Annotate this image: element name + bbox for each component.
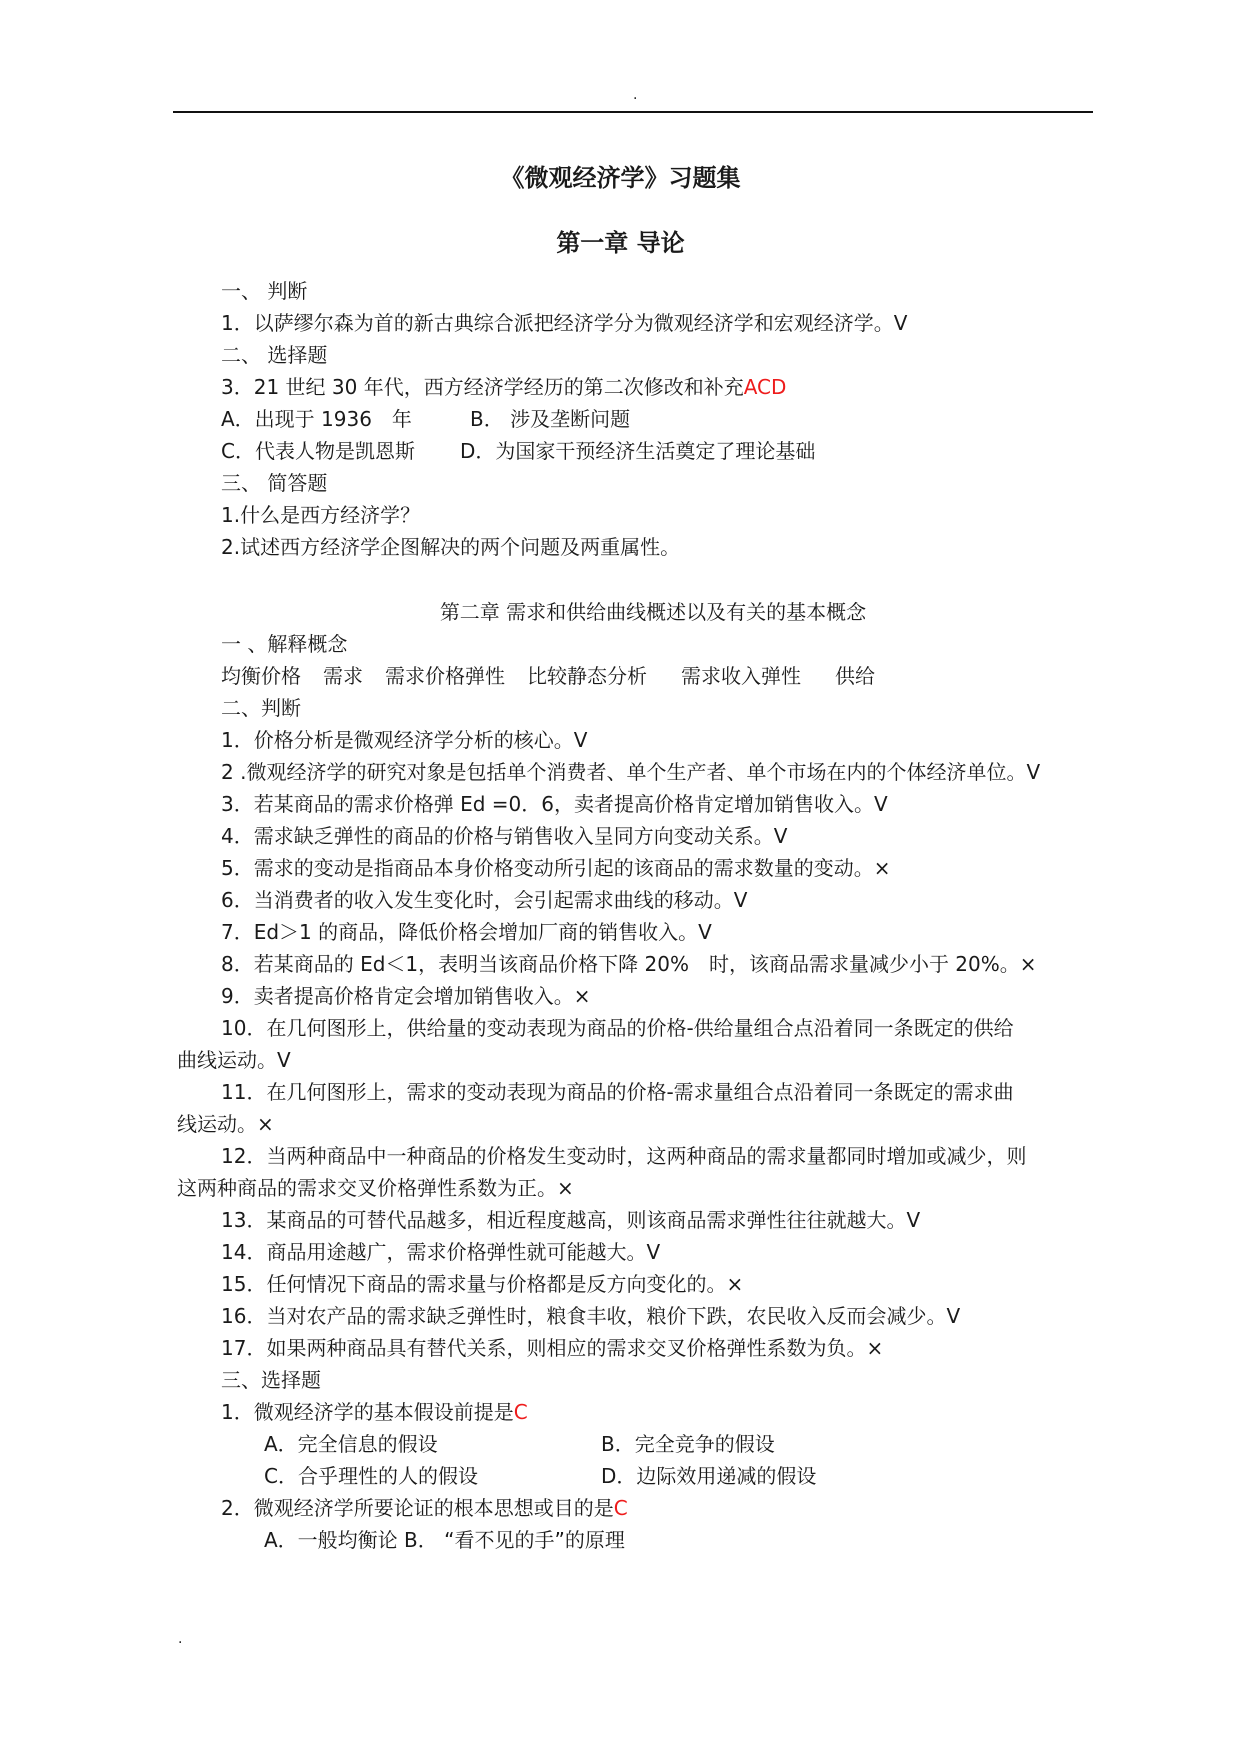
question-text: 1．微观经济学的基本假设前提是 — [221, 1400, 514, 1424]
ch2-judgment-11-line1: 11．在几何图形上，需求的变动表现为商品的价格-需求量组合点沿着同一条既定的需求曲 — [221, 1080, 1014, 1104]
concept-term: 需求价格弹性 — [385, 664, 505, 688]
ch2-judgment-12-line2: 这两种商品的需求交叉价格弹性系数为正。× — [177, 1176, 574, 1200]
ch1-question-1 — [221, 311, 907, 335]
concept-term: 比较静态分析 — [527, 664, 647, 688]
ch1-q3-option-d: D．为国家干预经济生活奠定了理论基础 — [460, 439, 816, 463]
ch2-section-choice: 三、选择题 — [221, 1368, 321, 1392]
chapter2-title: 第二章 需求和供给曲线概述以及有关的基本概念 — [439, 600, 867, 624]
footer-dot: . — [178, 1631, 183, 1647]
header-rule — [173, 111, 1093, 113]
answer-key: C — [513, 1400, 528, 1424]
concept-term: 供给 — [835, 664, 875, 688]
ch1-short-answer-1: 1.什么是西方经济学？ — [221, 503, 421, 527]
answer-mark: V — [893, 311, 908, 335]
ch1-section-choice: 二、 选择题 — [221, 343, 328, 367]
ch2-section-judge: 二、判断 — [221, 696, 301, 720]
ch2-judgment-10-line2: 曲线运动。V — [177, 1048, 291, 1072]
ch2-c1-option-a: A．完全信息的假设 — [264, 1432, 438, 1456]
ch2-judgment: 15．任何情况下商品的需求量与价格都是反方向变化的。× — [221, 1272, 744, 1296]
ch2-section-concepts: 一 、解释概念 — [221, 632, 348, 656]
ch1-q3-option-b: B． 涉及垄断问题 — [470, 407, 631, 431]
ch2-choice-2 — [221, 1496, 628, 1520]
ch2-c2-options-ab: A．一般均衡论 B． “看不见的手”的原理 — [264, 1528, 625, 1552]
ch1-section-short-answer: 三、 简答题 — [221, 471, 328, 495]
ch2-judgment: 4．需求缺乏弹性的商品的价格与销售收入呈同方向变动关系。V — [221, 824, 788, 848]
ch2-judgment: 6．当消费者的收入发生变化时，会引起需求曲线的移动。V — [221, 888, 748, 912]
ch2-judgment-12-line1: 12．当两种商品中一种商品的价格发生变动时，这两种商品的需求量都同时增加或减少，则 — [221, 1144, 1027, 1168]
ch1-question-3 — [221, 375, 786, 399]
question-text: 2．微观经济学所要论证的根本思想或目的是 — [221, 1496, 614, 1520]
ch2-judgment-11-line2: 线运动。× — [177, 1112, 274, 1136]
ch2-choice-1 — [221, 1400, 528, 1424]
ch2-judgment: 17．如果两种商品具有替代关系，则相应的需求交叉价格弹性系数为负。× — [221, 1336, 884, 1360]
ch2-judgment: 5．需求的变动是指商品本身价格变动所引起的该商品的需求数量的变动。× — [221, 856, 891, 880]
ch2-c1-option-b: B．完全竞争的假设 — [601, 1432, 775, 1456]
concept-term: 均衡价格 — [221, 664, 301, 688]
concept-term: 需求收入弹性 — [681, 664, 801, 688]
ch2-c1-option-c: C．合乎理性的人的假设 — [264, 1464, 478, 1488]
ch1-short-answer-2: 2.试述西方经济学企图解决的两个问题及两重属性。 — [221, 535, 681, 559]
ch2-c1-option-d: D．边际效用递减的假设 — [601, 1464, 817, 1488]
question-text: 1．以萨缪尔森为首的新古典综合派把经济学分为微观经济学和宏观经济学。 — [221, 311, 894, 335]
header-dot: . — [633, 87, 638, 103]
chapter1-title: 第一章 导论 — [556, 229, 685, 257]
ch2-judgment: 13．某商品的可替代品越多，相近程度越高，则该商品需求弹性往往就越大。V — [221, 1208, 921, 1232]
ch2-judgment: 2 .微观经济学的研究对象是包括单个消费者、单个生产者、单个市场在内的个体经济单位。V — [221, 760, 1041, 784]
question-text: 3．21 世纪 30 年代，西方经济学经历的第二次修改和补充 — [221, 375, 744, 399]
answer-key: C — [613, 1496, 628, 1520]
document-title: 《微观经济学》习题集 — [500, 164, 741, 192]
ch2-judgment: 9．卖者提高价格肯定会增加销售收入。× — [221, 984, 591, 1008]
ch2-judgment: 1．价格分析是微观经济学分析的核心。V — [221, 728, 588, 752]
ch2-judgment-10-line1: 10．在几何图形上，供给量的变动表现为商品的价格-供给量组合点沿着同一条既定的供给 — [221, 1016, 1014, 1040]
ch2-judgment: 16．当对农产品的需求缺乏弹性时，粮食丰收，粮价下跌，农民收入反而会减少。V — [221, 1304, 961, 1328]
answer-key: ACD — [743, 375, 787, 399]
ch2-judgment: 14．商品用途越广，需求价格弹性就可能越大。V — [221, 1240, 661, 1264]
ch1-q3-option-c: C．代表人物是凯恩斯 — [221, 439, 415, 463]
ch2-concept-list — [221, 664, 875, 688]
ch2-judgment: 7．Ed＞1 的商品，降低价格会增加厂商的销售收入。V — [221, 920, 712, 944]
ch2-judgment: 8．若某商品的 Ed＜1，表明当该商品价格下降 20% 时，该商品需求量减少小于 20%。× — [221, 952, 1037, 976]
ch1-q3-option-a: A．出现于 1936 年 — [221, 407, 412, 431]
ch2-judgment: 3．若某商品的需求价格弹 Ed =0．6，卖者提高价格肯定增加销售收入。V — [221, 792, 888, 816]
concept-term: 需求 — [323, 664, 363, 688]
ch1-section-judge: 一、 判断 — [221, 279, 308, 303]
